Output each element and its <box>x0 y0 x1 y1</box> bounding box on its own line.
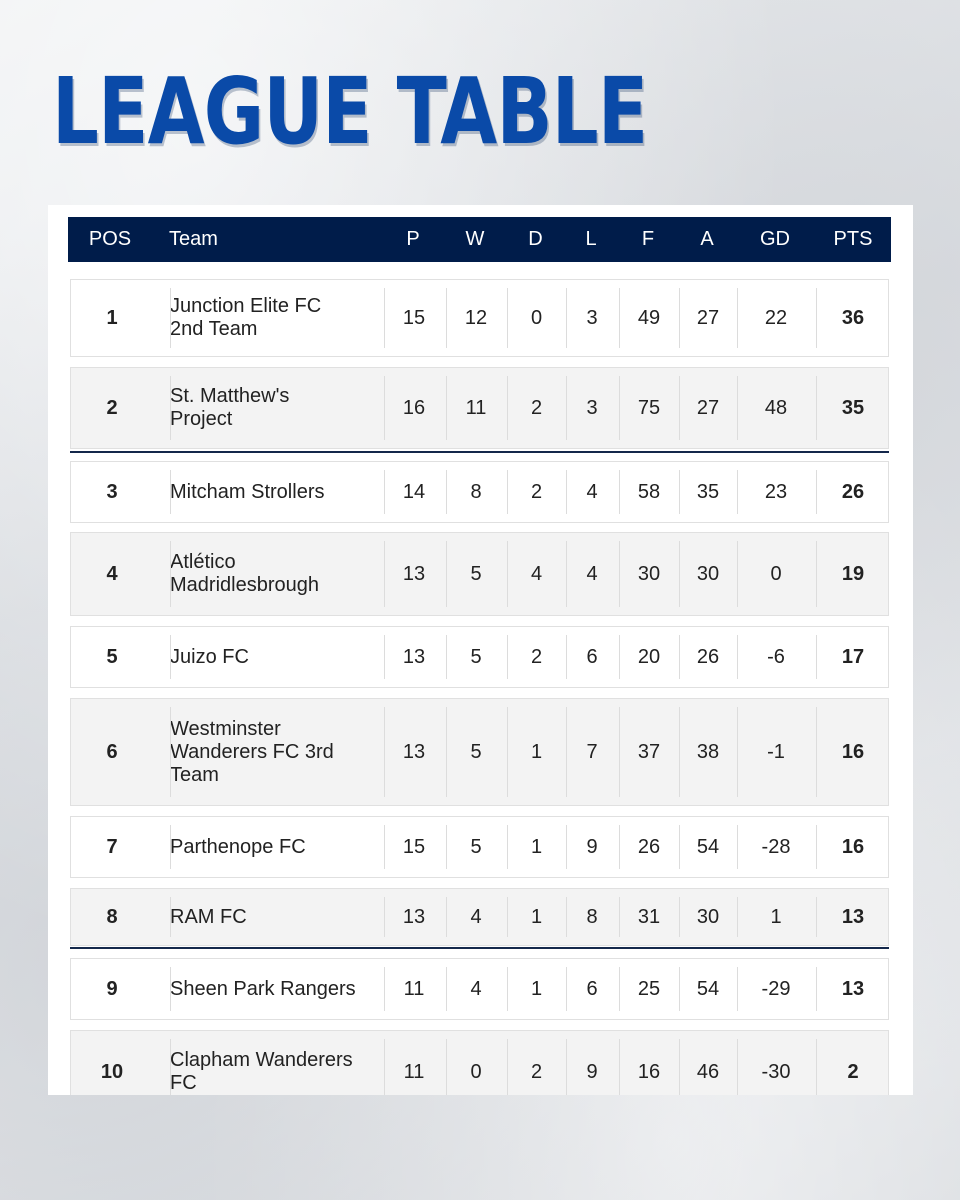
row-pos: 5 <box>106 645 118 668</box>
row-goals-against: 27 <box>679 368 737 448</box>
table-row <box>70 279 889 357</box>
row-played: 13 <box>384 533 444 615</box>
row-goals-for: 37 <box>619 699 679 805</box>
row-goal-difference: 1 <box>737 889 815 945</box>
row-goal-difference: -28 <box>737 817 815 877</box>
row-drawn: 1 <box>507 817 566 877</box>
row-played: 13 <box>384 889 444 945</box>
row-pos: 9 <box>106 977 118 1000</box>
row-goals-for: 31 <box>619 889 679 945</box>
league-table-panel <box>48 205 913 1095</box>
row-drawn: 0 <box>507 280 566 356</box>
row-played: 11 <box>384 1031 444 1095</box>
table-row <box>70 698 889 806</box>
row-points: 16 <box>816 817 890 877</box>
row-won: 5 <box>446 817 506 877</box>
row-lost: 4 <box>566 533 618 615</box>
row-goal-difference: -6 <box>737 627 815 687</box>
row-goal-difference: 23 <box>737 462 815 522</box>
team-name: Junction Elite FC 2nd Team <box>170 295 322 340</box>
row-played: 13 <box>384 627 444 687</box>
row-points: 2 <box>816 1031 890 1095</box>
row-pos: 4 <box>106 562 118 585</box>
relegation-divider <box>70 947 889 949</box>
row-pos: 7 <box>106 835 118 858</box>
row-drawn: 1 <box>507 699 566 805</box>
row-goal-difference: -30 <box>737 1031 815 1095</box>
table-header <box>68 217 891 262</box>
row-points: 17 <box>816 627 890 687</box>
header-pos: POS <box>88 228 132 250</box>
row-team <box>170 1031 382 1095</box>
row-goals-against: 30 <box>679 889 737 945</box>
table-row <box>70 1030 889 1095</box>
header-points: PTS <box>833 228 873 250</box>
row-won: 11 <box>446 368 506 448</box>
row-drawn: 1 <box>507 959 566 1019</box>
row-drawn: 1 <box>507 889 566 945</box>
table-row <box>70 626 889 688</box>
row-pos: 1 <box>106 306 118 329</box>
table-row <box>70 888 889 946</box>
row-pos: 10 <box>100 1060 124 1083</box>
row-goal-difference: 48 <box>737 368 815 448</box>
row-lost: 9 <box>566 1031 618 1095</box>
row-team <box>170 817 382 877</box>
row-goals-for: 75 <box>619 368 679 448</box>
row-played: 11 <box>384 959 444 1019</box>
row-goals-against: 46 <box>679 1031 737 1095</box>
table-row <box>70 816 889 878</box>
row-lost: 9 <box>566 817 618 877</box>
page-title: LEAGUE TABLE <box>52 58 648 165</box>
row-goals-against: 54 <box>679 817 737 877</box>
table-row <box>70 367 889 449</box>
row-goals-against: 26 <box>679 627 737 687</box>
row-goals-for: 16 <box>619 1031 679 1095</box>
row-team <box>170 462 382 522</box>
header-goals-against: A <box>700 228 714 250</box>
row-won: 0 <box>446 1031 506 1095</box>
row-played: 16 <box>384 368 444 448</box>
row-points: 36 <box>816 280 890 356</box>
row-lost: 4 <box>566 462 618 522</box>
row-won: 5 <box>446 533 506 615</box>
row-team <box>170 959 382 1019</box>
row-lost: 3 <box>566 368 618 448</box>
row-goals-against: 38 <box>679 699 737 805</box>
row-won: 8 <box>446 462 506 522</box>
table-row <box>70 532 889 616</box>
row-pos: 6 <box>106 740 118 763</box>
row-won: 5 <box>446 627 506 687</box>
row-points: 13 <box>816 889 890 945</box>
team-name: Atlético Madridlesbrough <box>170 551 319 596</box>
row-lost: 7 <box>566 699 618 805</box>
row-goal-difference: -1 <box>737 699 815 805</box>
row-goals-for: 26 <box>619 817 679 877</box>
row-pos: 2 <box>106 396 118 419</box>
team-name: RAM FC <box>170 905 247 928</box>
team-name: Parthenope FC <box>170 835 306 858</box>
row-won: 4 <box>446 889 506 945</box>
row-pos: 3 <box>106 480 118 503</box>
row-team <box>170 889 382 945</box>
row-team <box>170 699 382 805</box>
row-goals-for: 30 <box>619 533 679 615</box>
row-drawn: 2 <box>507 368 566 448</box>
row-points: 16 <box>816 699 890 805</box>
row-points: 26 <box>816 462 890 522</box>
header-drawn: D <box>528 228 543 250</box>
row-lost: 8 <box>566 889 618 945</box>
row-goals-for: 58 <box>619 462 679 522</box>
row-lost: 6 <box>566 959 618 1019</box>
row-team <box>170 627 382 687</box>
row-played: 13 <box>384 699 444 805</box>
header-won: W <box>465 228 485 250</box>
team-name: Juizo FC <box>170 645 249 668</box>
row-drawn: 4 <box>507 533 566 615</box>
header-played: P <box>406 228 420 250</box>
row-points: 35 <box>816 368 890 448</box>
row-drawn: 2 <box>507 462 566 522</box>
header-team: Team <box>169 228 218 250</box>
header-goals-for: F <box>641 228 655 250</box>
row-goals-for: 49 <box>619 280 679 356</box>
row-played: 15 <box>384 280 444 356</box>
table-row <box>70 958 889 1020</box>
table-row <box>70 461 889 523</box>
row-played: 14 <box>384 462 444 522</box>
row-goals-against: 35 <box>679 462 737 522</box>
row-points: 19 <box>816 533 890 615</box>
team-name: Mitcham Strollers <box>170 480 325 503</box>
row-goals-against: 30 <box>679 533 737 615</box>
team-name: St. Matthew's Project <box>170 385 290 430</box>
row-drawn: 2 <box>507 627 566 687</box>
team-name: Sheen Park Rangers <box>170 977 356 1000</box>
row-goal-difference: -29 <box>737 959 815 1019</box>
row-won: 4 <box>446 959 506 1019</box>
row-goals-against: 54 <box>679 959 737 1019</box>
row-goals-for: 25 <box>619 959 679 1019</box>
row-lost: 3 <box>566 280 618 356</box>
row-goal-difference: 22 <box>737 280 815 356</box>
team-name: Westminster Wanderers FC 3rd Team <box>170 717 334 786</box>
row-drawn: 2 <box>507 1031 566 1095</box>
header-goal-difference: GD <box>760 228 790 250</box>
row-team <box>170 368 382 448</box>
row-won: 5 <box>446 699 506 805</box>
row-won: 12 <box>446 280 506 356</box>
row-team <box>170 533 382 615</box>
row-lost: 6 <box>566 627 618 687</box>
row-goals-against: 27 <box>679 280 737 356</box>
team-name: Clapham Wanderers FC <box>170 1049 353 1094</box>
row-points: 13 <box>816 959 890 1019</box>
row-pos: 8 <box>106 905 118 928</box>
row-team <box>170 280 382 356</box>
promotion-divider <box>70 451 889 453</box>
row-goal-difference: 0 <box>737 533 815 615</box>
header-lost: L <box>585 228 597 250</box>
row-goals-for: 20 <box>619 627 679 687</box>
row-played: 15 <box>384 817 444 877</box>
